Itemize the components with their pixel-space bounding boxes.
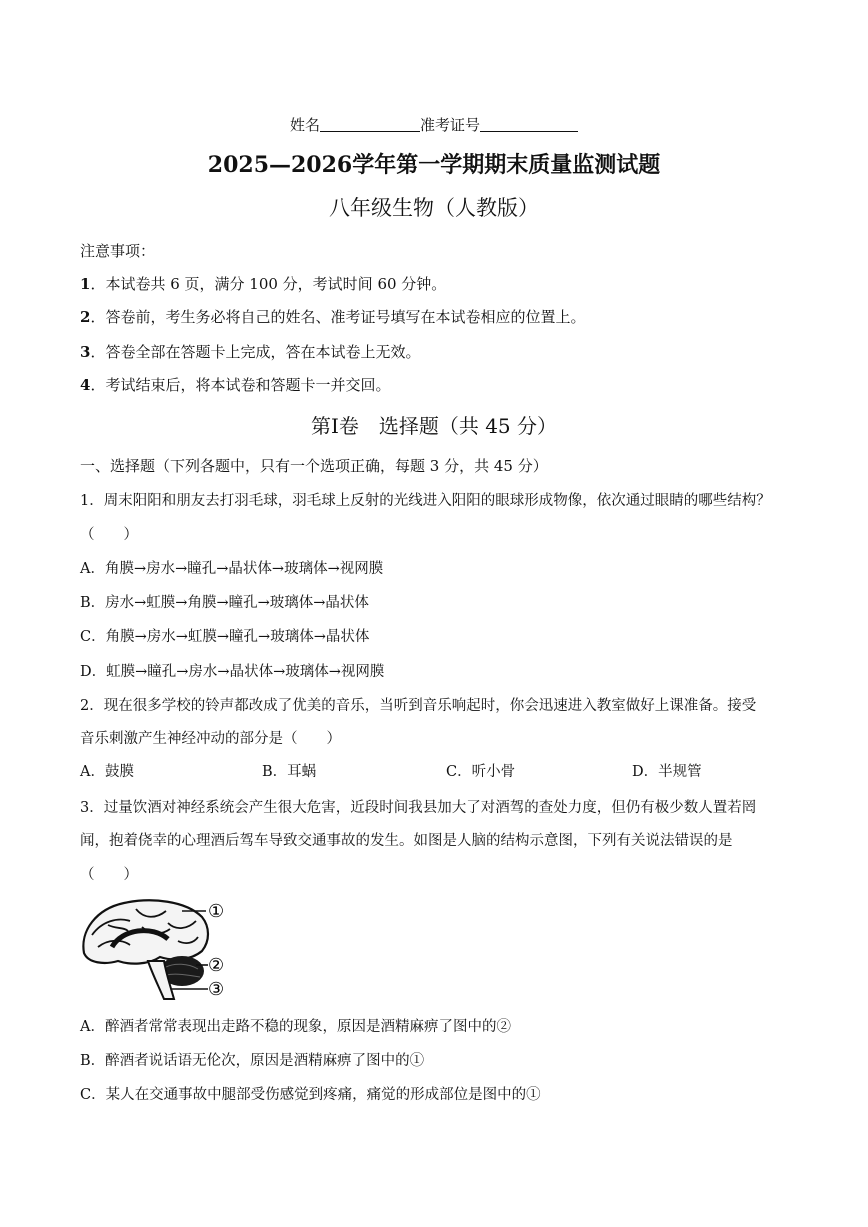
name-label: 姓名 — [289, 116, 320, 134]
question-3-bracket: （ ） — [80, 867, 138, 883]
question-2-stem-cont: 音乐刺激产生神经冲动的部分是（ ） — [80, 731, 341, 747]
question-1-stem: 1．周末阳阳和朋友去打羽毛球，羽毛球上反射的光线进入阳阳的眼球形成物像，依次通过眼睛的哪些结构？ — [80, 493, 771, 509]
question-3-option-a: A．醉酒者常常表现出走路不稳的现象，原因是酒精麻痹了图中的② — [80, 1019, 511, 1035]
notice-item: 3．答卷全部在答题卡上完成，答在本试卷上无效。 — [80, 343, 421, 361]
section-title: 第Ⅰ卷 选择题（共 45 分） — [310, 414, 558, 438]
question-3-option-b: B．醉酒者说话语无伦次，原因是酒精麻痹了图中的① — [80, 1053, 425, 1069]
brain-diagram — [78, 895, 238, 1005]
exam-subtitle: 八年级生物（人教版） — [329, 196, 539, 220]
question-1-bracket: （ ） — [80, 527, 138, 543]
section-instruction: 一、选择题（下列各题中，只有一个选项正确，每题 3 分，共 45 分） — [80, 457, 548, 475]
figure-label-2: ② — [208, 955, 225, 976]
question-1-option-c: C．角膜→房水→虹膜→瞳孔→玻璃体→晶状体 — [80, 629, 370, 645]
question-2-option-d: D．半规管 — [632, 764, 702, 780]
question-3-option-c: C．某人在交通事故中腿部受伤感觉到疼痛，痛觉的形成部位是图中的① — [80, 1087, 541, 1103]
id-label: 准考证号 — [420, 116, 481, 134]
candidate-info-row — [0, 114, 868, 135]
exam-title: 2025—2026学年第一学期期末质量监测试题 — [207, 152, 661, 178]
question-2-option-b: B．耳蜗 — [262, 764, 317, 780]
question-3-stem: 3．过量饮酒对神经系统会产生很大危害，近段时间我县加大了对酒驾的查处力度，但仍有极少数人置若罔 — [80, 800, 757, 816]
question-3-stem-cont: 闻，抱着侥幸的心理酒后驾车导致交通事故的发生。如图是人脑的结构示意图，下列有关说法错误的是 — [80, 833, 733, 849]
question-1-option-b: B．房水→虹膜→角膜→瞳孔→玻璃体→晶状体 — [80, 595, 369, 611]
figure-label-3: ③ — [208, 979, 225, 1000]
name-blank — [320, 115, 420, 132]
notice-item: 1．本试卷共 6 页，满分 100 分，考试时间 60 分钟。 — [80, 275, 447, 293]
question-2-stem: 2．现在很多学校的铃声都改成了优美的音乐，当听到音乐响起时，你会迅速进入教室做好上课准备。接受 — [80, 698, 757, 714]
notice-item: 4．考试结束后，将本试卷和答题卡一并交回。 — [80, 376, 391, 394]
question-2-option-c: C．听小骨 — [446, 764, 516, 780]
id-blank — [480, 115, 578, 132]
question-2-option-a: A．鼓膜 — [80, 764, 134, 780]
notice-item: 2．答卷前，考生务必将自己的姓名、准考证号填写在本试卷相应的位置上。 — [80, 308, 586, 326]
figure-label-1: ① — [208, 901, 225, 922]
question-1-option-d: D．虹膜→瞳孔→房水→晶状体→玻璃体→视网膜 — [80, 664, 385, 680]
notice-heading: 注意事项： — [80, 242, 156, 260]
question-1-option-a: A．角膜→房水→瞳孔→晶状体→玻璃体→视网膜 — [80, 561, 384, 577]
